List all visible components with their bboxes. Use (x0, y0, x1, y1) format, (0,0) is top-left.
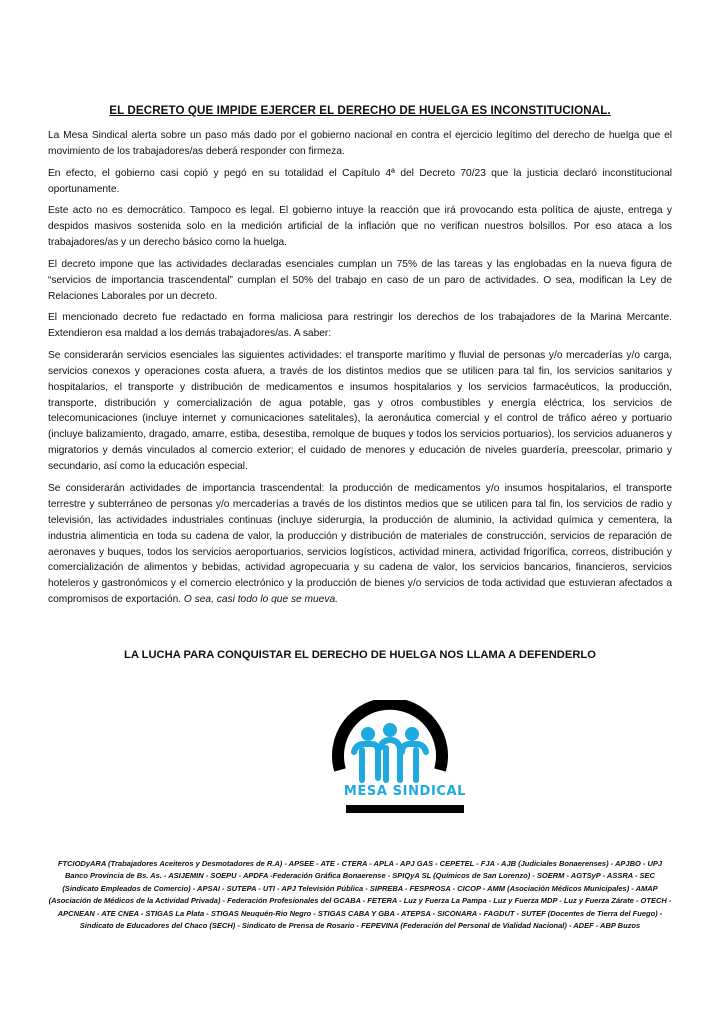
paragraph: Se considerarán servicios esenciales las siguientes actividades: el transporte marítimo y fluvial de personas y/o mercaderías y/o carga, servicios conexos y operaciones costa afuera, a través de los distintos medios que se utilicen para tal fin, los servicios sanitarios y hospitalarios, el transporte y distribución de medicamentos e insumos hospitalarios y los servicios farmacéuticos, la producción, transporte, distribución y comercialización de agua potable, gas y otros combustibles y energía eléctrica, los servicios de telecomunicaciones (incluye internet y comunicaciones satelitales), la aeronáutica comercial y el control de tráfico aéreo y portuario (incluye balizamiento, dragado, amarre, estiba, desestiba, remolque de buques y todos los servicios portuarios), los servicios aduaneros y migratorios y demás vinculados al comercio exterior; el cuidado de menores y educación de niveles guardería, preescolar, primario y secundario, así como la educación especial. (48, 349, 672, 473)
signatories-footer: FTCIODyARA (Trabajadores Aceiteros y Desmotadores de R.A) - APSEE - ATE - CTERA - APLA - APJ GAS - CEPETEL - FJA - AJB (Judiciales Bonaerenses) - APJBO - UPJ Banco Provincia de Bs. As. - ASIJEMIN - SOEPU - APDFA -Federación Gráfica Bonaerense - SPIQyA SL (Químicos de San Lorenzo) - SOERM - AGTSyP - ASSRA - SEC (Sindicato Empleados de Comercio) - APSAI - SUTEPA - UTI - APJ Televisión Pública - SIPREBA - FESPROSA - CICOP - AMM (Asociación Médicos Municipales) - AMAP (Asociación de Médicos de la Actividad Privada) - Federación Profesionales del GCABA - FETERA - Luz y Fuerza La Pampa - Luz y Fuerza MDP - Luz y Fuerza Zárate - OTECH - APCNEAN - ATE CNEA - STIGAS La Plata - STIGAS Neuquén-Rio Negro - STIGAS CABA Y GBA - ATEPSA - SICONARA - FAGDUT - SUTEF (Docentes de Tierra del Fuego) - Sindicato de Educadores del Chaco (SECH) - Sindicato de Prensa de Rosario - FEPEVINA (Federación del Personal de Vialidad Nacional) - ADEF - ABP Buzos (48, 859, 672, 931)
document-title: EL DECRETO QUE IMPIDE EJERCER EL DERECHO DE HUELGA ES INCONSTITUCIONAL. (109, 104, 611, 117)
paragraph: Este acto no es democrático. Tampoco es legal. El gobierno intuye la reacción que irá provocando esta política de ajuste, entrega y despidos masivos sostenida solo en la medición artificial de la inflación que no verifican nuestros bolsillos. Por eso ataca a los trabajadores/as y un derecho básico como la huelga. (48, 205, 672, 249)
paragraph-last-text: Se considerarán actividades de importancia trascendental: la producción de medicamentos y/o insumos hospitalarios, el transporte terrestre y subterráneo de personas y/o mercaderías a través de los distintos medios que se utilicen para tal fin, los servicios de radio y televisión, las actividades industriales continuas (incluye siderurgia, la producción de aluminio, la actividad química y cementera, la industria alimenticia en toda su cadena de valor, la producción y distribución de materiales de construcción, servicios de reparación de aeronaves y buques, todos los servicios aeroportuarios, servicios logísticos, actividad minera, actividad frigorífica, correos, distribución y comercialización de alimentos y bebidas, actividad agropecuaria y su cadena de valor, los servicios bancarios, financieros, servicios hoteleros y gastronómicos y el comercio electrónico y la producción de bienes y/o servicios de toda actividad que estuvieran afectados a compromisos de exportación. (48, 482, 672, 606)
paragraph: En efecto, el gobierno casi copió y pegó en su totalidad el Capítulo 4ª del Decreto 70/23 que la justicia declaró inconstitucional oportunamente. (48, 167, 672, 195)
paragraph: La Mesa Sindical alerta sobre un paso más dado por el gobierno nacional en contra el ejercicio legítimo del derecho de huelga que el movimiento de los trabajadores/as deberá responder con firmeza. (48, 130, 672, 157)
paragraph: El mencionado decreto fue redactado en forma maliciosa para restringir los derechos de los trabajadores de la Marina Mercante. Extendieron esa maldad a los demás trabajadores/as. A saber: (48, 312, 672, 340)
paragraph-last (48, 481, 672, 608)
logo-wordmark: MESA SINDICAL (343, 784, 467, 799)
document-subtitle: LA LUCHA PARA CONQUISTAR EL DERECHO DE HUELGA NOS LLAMA A DEFENDERLO (124, 649, 596, 661)
paragraph-last-italic: O sea, casi todo lo que se mueva. (183, 594, 338, 606)
document-body (48, 128, 672, 614)
logo-underline-band (346, 805, 464, 813)
paragraph: El decreto impone que las actividades declaradas esenciales cumplan un 75% de las tareas y las englobadas en la nueva figura de “servicios de importancia trascendental” cumplan el 50% del trabajo en caso de un paro de actividades. O sea, modifican la Ley de Relaciones Laborales por un decreto. (48, 258, 672, 302)
